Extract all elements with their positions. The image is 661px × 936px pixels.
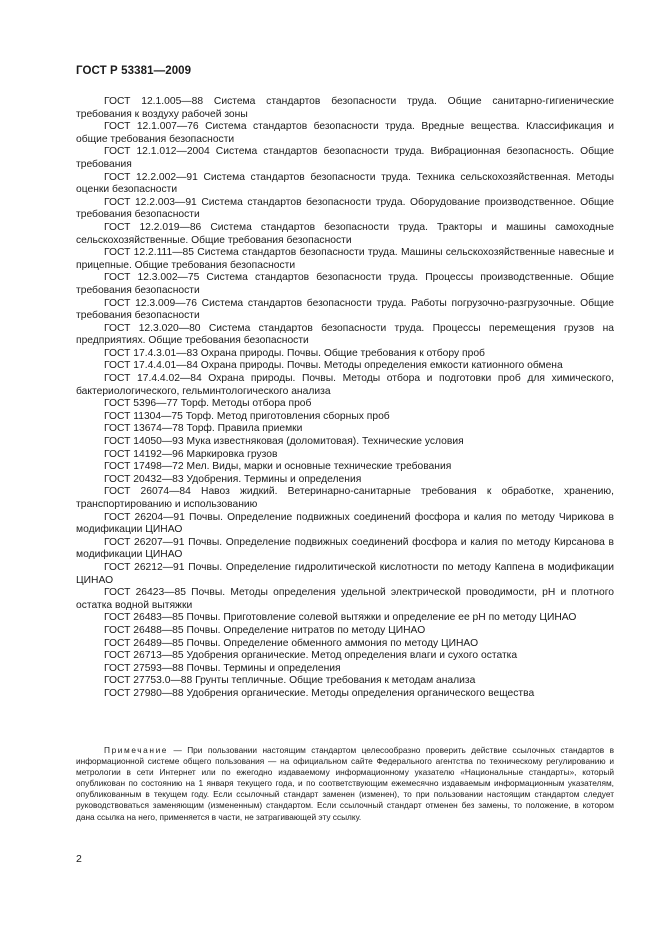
reference-item: ГОСТ 12.3.009—76 Система стандартов безопасности труда. Работы погрузочно-разгрузочные. Общие требования безопасности <box>76 297 614 322</box>
reference-item: ГОСТ 26423—85 Почвы. Методы определения удельной электрической проводимости, pH и плотного остатка водной вытяжки <box>76 587 614 611</box>
reference-item: ГОСТ 20432—83 Удобрения. Термины и определения <box>104 473 362 485</box>
reference-item: ГОСТ 26212—91 Почвы. Определение гидролитической кислотности по методу Каппена в модификации ЦИНАО <box>76 561 614 586</box>
reference-item: ГОСТ 11304—75 Торф. Метод приготовления сборных проб <box>104 410 390 422</box>
reference-item: ГОСТ 17.4.4.01—84 Охрана природы. Почвы. Методы определения емкости катионного обмена <box>104 360 563 372</box>
reference-item: ГОСТ 17.4.3.01—83 Охрана природы. Почвы. Общие требования к отбору проб <box>104 347 485 359</box>
reference-item: ГОСТ 12.1.012—2004 Система стандартов безопасности труда. Вибрационная безопасность. Общие требования <box>76 146 614 170</box>
note-label: Примечание <box>104 745 169 755</box>
reference-item: ГОСТ 26713—85 Удобрения органические. Метод определения влаги и сухого остатка <box>104 650 518 662</box>
reference-item: ГОСТ 27980—88 Удобрения органические. Методы определения органического вещества <box>104 687 535 699</box>
reference-item: ГОСТ 27753.0—88 Грунты тепличные. Общие требования к методам анализа <box>104 675 476 687</box>
reference-item: ГОСТ 26074—84 Навоз жидкий. Ветеринарно-санитарные требования к обработке, хранению, транспортированию и использованию <box>76 486 614 510</box>
reference-item: ГОСТ 12.2.002—91 Система стандартов безопасности труда. Техника сельскохозяйственная. Методы оценки безопасности <box>76 171 614 196</box>
reference-item: ГОСТ 26488—85 Почвы. Определение нитратов по методу ЦИНАО <box>104 624 426 636</box>
reference-item: ГОСТ 12.1.005—88 Система стандартов безопасности труда. Общие санитарно-гигиенические требования к воздуху рабочей зоны <box>76 96 614 120</box>
reference-item: ГОСТ 12.3.002—75 Система стандартов безопасности труда. Процессы производственные. Общие требования безопасности <box>76 272 614 296</box>
reference-item: ГОСТ 12.2.019—86 Система стандартов безопасности труда. Тракторы и машины самоходные сельскохозяйственные. Общие требования безопасности <box>76 221 614 246</box>
reference-item: ГОСТ 12.2.003—91 Система стандартов безопасности труда. Оборудование производственное. Общие требования безопасности <box>76 196 614 221</box>
reference-item: ГОСТ 26489—85 Почвы. Определение обменного аммония по методу ЦИНАО <box>104 637 479 649</box>
normative-references-list <box>76 96 614 701</box>
reference-item: ГОСТ 14192—96 Маркировка грузов <box>104 448 278 460</box>
reference-item: ГОСТ 13674—78 Торф. Правила приемки <box>104 423 303 435</box>
note-text: — При пользовании настоящим стандартом целесообразно проверить действие ссылочных стандартов в информационной системе общего пользования — на официальном сайте Федерального агентства по техническому регулированию и метрологии в сети Интернет или по ежегодно издаваемому информационному указателю «Национальные стандарты», который опубликован по состоянию на 1 января текущего года, и по соответствующим ежемесячно издаваемым информационным указателям, опубликованным в текущем году. Если ссылочный стандарт заменен (изменен), то при пользовании настоящим стандартом следует руководствоваться заменяющим (измененным) стандартом. Если ссылочный стандарт отменен без замены, то положение, в котором дана ссылка на него, применяется в части, не затрагивающей эту ссылку. <box>76 745 614 822</box>
reference-item: ГОСТ 17498—72 Мел. Виды, марки и основные технические требования <box>104 461 452 473</box>
note-paragraph <box>76 745 614 823</box>
reference-item: ГОСТ 12.2.111—85 Система стандартов безопасности труда. Машины сельскохозяйственные навесные и прицепные. Общие требования безопасности <box>76 247 614 271</box>
reference-item: ГОСТ 27593—88 Почвы. Термины и определения <box>104 662 341 674</box>
reference-item: ГОСТ 14050—93 Мука известняковая (доломитовая). Технические условия <box>104 436 464 448</box>
reference-item: ГОСТ 12.3.020—80 Система стандартов безопасности труда. Процессы перемещения грузов на предприятиях. Общие требования безопасности <box>76 322 614 347</box>
page-number: 2 <box>76 853 82 865</box>
reference-item: ГОСТ 26207—91 Почвы. Определение подвижных соединений фосфора и калия по методу Кирсанова в модификации ЦИНАО <box>76 536 614 561</box>
reference-item: ГОСТ 26204—91 Почвы. Определение подвижных соединений фосфора и калия по методу Чирикова в модификации ЦИНАО <box>76 511 614 536</box>
reference-item: ГОСТ 26483—85 Почвы. Приготовление солевой вытяжки и определение ее pH по методу ЦИНАО <box>104 612 577 624</box>
reference-item: ГОСТ 17.4.4.02—84 Охрана природы. Почвы. Методы отбора и подготовки проб для химического, бактериологического, гельминтологического анализа <box>76 373 614 397</box>
reference-item: ГОСТ 12.1.007—76 Система стандартов безопасности труда. Вредные вещества. Классификация и общие требования безопасности <box>76 121 614 145</box>
document-header: ГОСТ Р 53381—2009 <box>76 65 192 77</box>
reference-item: ГОСТ 5396—77 Торф. Методы отбора проб <box>104 398 312 410</box>
